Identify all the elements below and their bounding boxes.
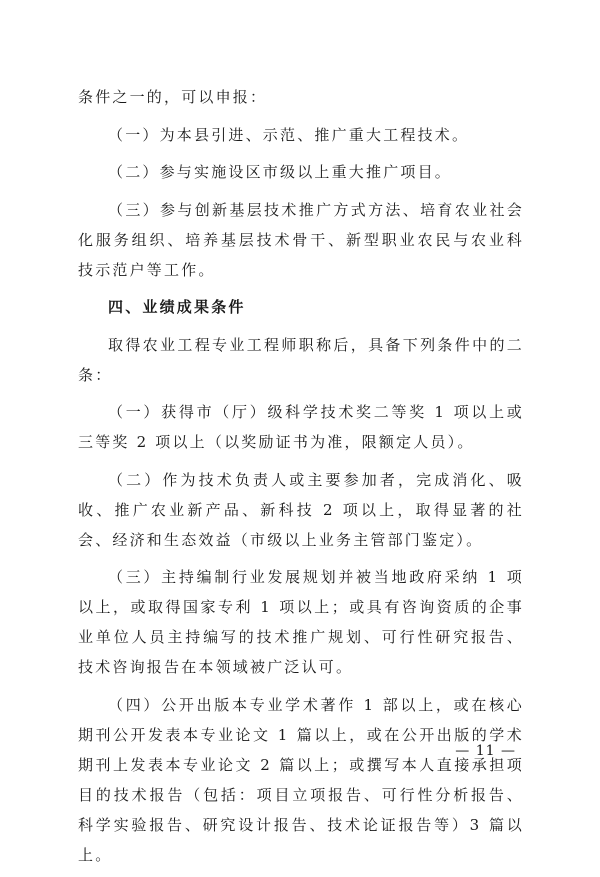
body-paragraph: 条件之一的，可以申报： (78, 88, 268, 106)
page-number: — 11 — (455, 743, 516, 759)
body-paragraph: （二）作为技术负责人或主要参加者，完成消化、吸收、推广农业新产品、新科技 2 项以上，取得显著的社会、经济和生态效益（市级以上业务主管部门鉴定）。 (78, 470, 524, 549)
body-paragraph: 取得农业工程专业工程师职称后，具备下列条件中的二条： (78, 335, 524, 384)
body-paragraph: （二）参与实施设区市级以上重大推广项目。 (108, 163, 453, 181)
body-paragraph: （三）主持编制行业发展规划并被当地政府采纳 1 项以上，或取得国家专利 1 项以上；或具有咨询资质的企事业单位人员主持编写的技术推广规划、可行性研究报告、技术咨询报告在本领域被广泛认可。 (78, 568, 524, 676)
body-paragraph: （三）参与创新基层技术推广方式方法、培育农业社会化服务组织、培养基层技术骨干、新型职业农民与农业科技示范户等工作。 (78, 200, 524, 279)
body-paragraph: （一）获得市（厅）级科学技术奖二等奖 1 项以上或三等奖 2 项以上（以奖励证书为准，限额定人员）。 (78, 403, 524, 451)
body-paragraph: （一）为本县引进、示范、推广重大工程技术。 (108, 125, 470, 144)
body-paragraph: （四）公开出版本专业学术著作 1 部以上，或在核心期刊公开发表本专业论文 1 篇以上，或在公开出版的学术期刊上发表本专业论文 2 篇以上；或撰写本人直接承担项目的技术报告（包括：项目立项报告、可行性分析报告、科学实验报告、研究设计报告、技术论证报告等）3 篇以上。 (78, 695, 524, 864)
section-heading: 四、业绩成果条件 (108, 298, 246, 316)
